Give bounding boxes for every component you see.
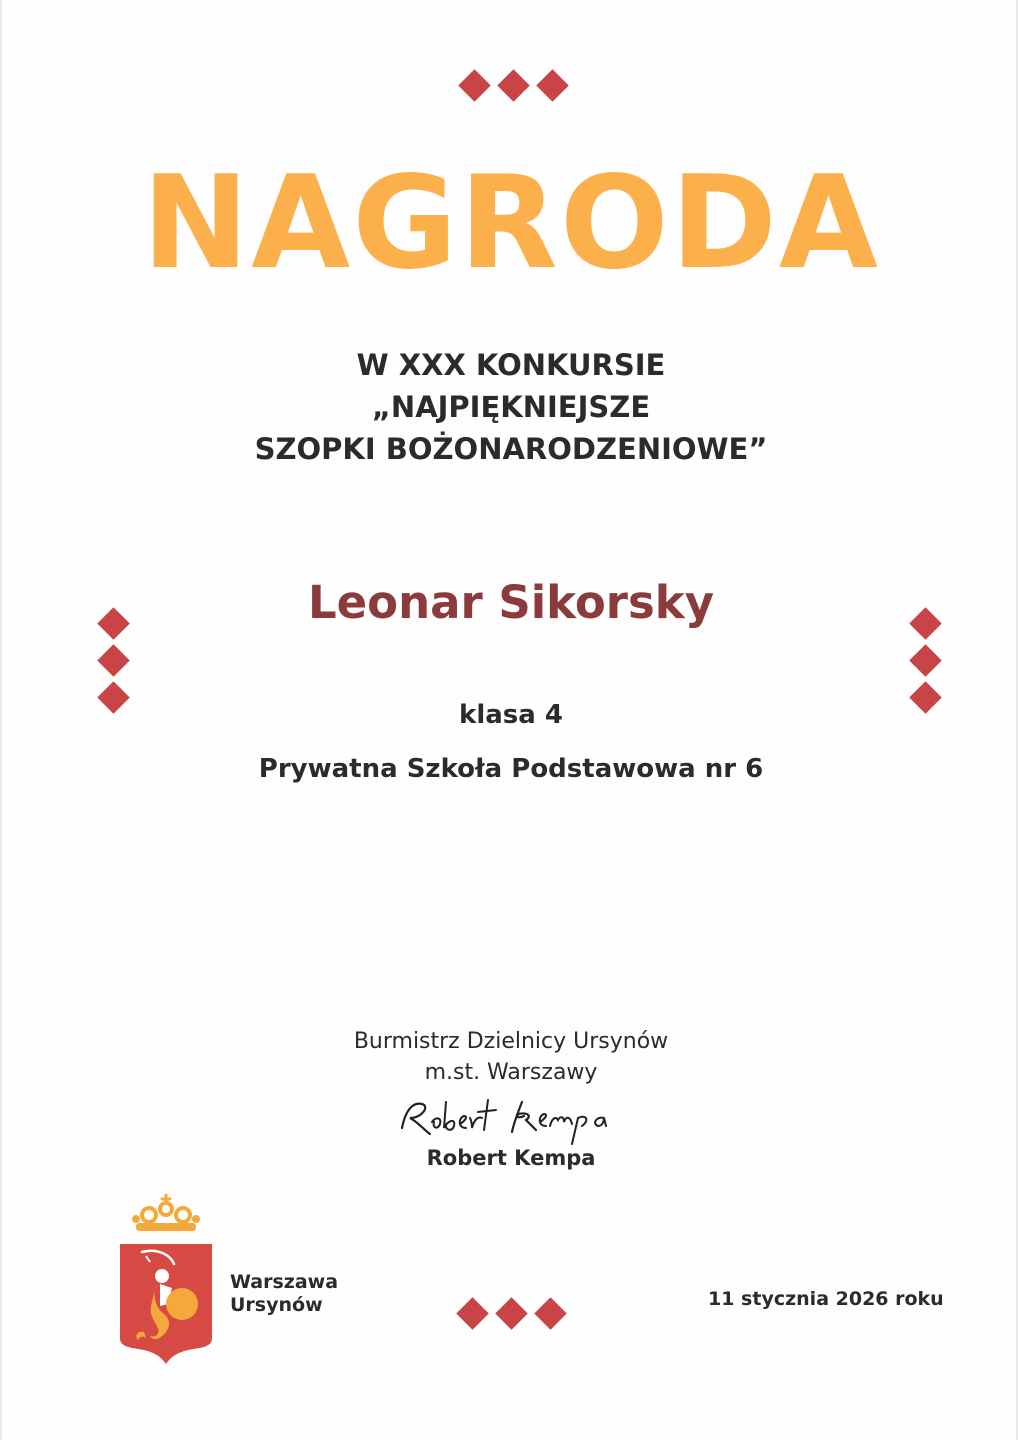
office-title <box>2 1026 1018 1088</box>
handwritten-signature <box>392 1088 642 1148</box>
bottom-diamonds <box>461 1302 562 1325</box>
award-date: 11 stycznia 2026 roku <box>708 1288 944 1310</box>
diamond-icon <box>909 644 942 677</box>
diamond-icon <box>456 1297 489 1330</box>
logo-line: Ursynów <box>230 1294 323 1316</box>
crown-icon <box>130 1193 202 1235</box>
office-line: m.st. Warszawy <box>424 1060 598 1085</box>
diamond-icon <box>536 69 569 102</box>
warsaw-crest-icon <box>116 1240 216 1365</box>
subtitle-line: W XXX KONKURSIE <box>356 348 666 382</box>
diamond-icon <box>497 69 530 102</box>
certificate-title: NAGRODA <box>142 149 880 298</box>
district-logo-text <box>230 1271 338 1317</box>
subtitle-line: „NAJPIĘKNIEJSZE <box>371 390 651 424</box>
class-label: klasa 4 <box>459 700 563 730</box>
subtitle-line: SZOPKI BOŻONARODZENIOWE” <box>254 432 768 466</box>
logo-line: Warszawa <box>230 1271 339 1293</box>
competition-subtitle <box>2 344 1018 470</box>
signer-name: Robert Kempa <box>426 1146 596 1170</box>
office-line: Burmistrz Dzielnicy Ursynów <box>353 1029 669 1054</box>
diamond-icon <box>458 69 491 102</box>
recipient-name: Leonar Sikorsky <box>307 576 715 629</box>
school-name: Prywatna Szkoła Podstawowa nr 6 <box>258 754 764 784</box>
diamond-icon <box>534 1297 567 1330</box>
diamond-icon <box>495 1297 528 1330</box>
diamond-icon <box>97 644 130 677</box>
top-diamonds <box>463 74 564 97</box>
